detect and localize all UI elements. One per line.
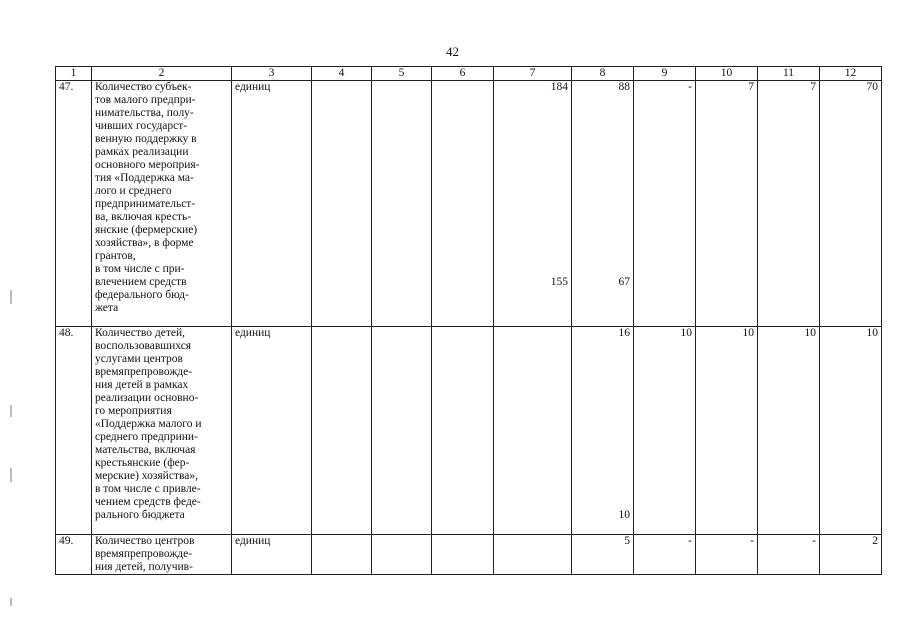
value-cell-12: 2 [820, 535, 882, 575]
indicator-name-line: го мероприятия [95, 405, 172, 417]
value-cell-9: 10 [634, 327, 696, 535]
value-cell-4 [312, 81, 372, 327]
value-cell-6 [432, 535, 494, 575]
indicator-name-line: янские (фермерские) [95, 224, 198, 236]
column-header: 2 [92, 67, 232, 81]
value-cell-4 [312, 327, 372, 535]
column-header: 9 [634, 67, 696, 81]
indicator-name-line: Количество центров [95, 535, 195, 547]
indicator-name-line: услугами центров [95, 353, 183, 365]
value-sub: 67 [618, 276, 630, 288]
value-cell-6 [432, 327, 494, 535]
unit-cell: единиц [232, 327, 312, 535]
indicator-name-line: венную поддержку в [95, 133, 197, 145]
spacer [497, 94, 568, 276]
indicator-name-line: грантов, [95, 250, 136, 262]
indicator-name-line: нимательства, полу- [95, 107, 194, 119]
indicator-name-line: Количество детей, [95, 327, 185, 339]
value-cell-11: - [758, 535, 820, 575]
spacer [575, 94, 630, 276]
value-cell-4 [312, 535, 372, 575]
column-header: 3 [232, 67, 312, 81]
indicator-name-line: среднего предприни- [95, 431, 198, 443]
column-header: 1 [56, 67, 92, 81]
indicator-name-line: основного мероприя- [95, 159, 200, 171]
indicator-name-line: тия «Поддержка ма- [95, 172, 194, 184]
column-header: 11 [758, 67, 820, 81]
value-cell-10: - [696, 535, 758, 575]
unit-cell: единиц [232, 535, 312, 575]
unit-cell: единиц [232, 81, 312, 327]
column-header: 4 [312, 67, 372, 81]
indicator-name-line: времяпрепровожде- [95, 366, 193, 378]
value-cell-8: 5 [572, 535, 634, 575]
indicator-name-line: рального бюджета [95, 509, 185, 521]
row-number: 49. [56, 535, 92, 575]
value-sub: 10 [618, 509, 630, 521]
value-cell-8 [572, 81, 634, 327]
value: 16 [618, 327, 630, 339]
indicator-subname-line: федерального бюд- [95, 289, 189, 301]
value-cell-6 [432, 81, 494, 327]
indicator-name-line: крестьянские (фер- [95, 457, 190, 469]
indicator-name-line: в том числе с привле- [95, 483, 201, 495]
spacer [575, 340, 630, 509]
indicator-subname-line: жета [95, 302, 119, 314]
indicator-name-line: предпринимательст- [95, 198, 196, 210]
value-cell-10: 7 [696, 81, 758, 327]
value-cell-12: 70 [820, 81, 882, 327]
column-header: 10 [696, 67, 758, 81]
indicator-name-line: тов малого предпри- [95, 94, 196, 106]
value-cell-5 [372, 535, 432, 575]
column-header: 12 [820, 67, 882, 81]
indicator-name-line: мательства, включая [95, 444, 196, 456]
header-row [56, 67, 882, 81]
indicator-name [92, 81, 232, 327]
value-cell-5 [372, 81, 432, 327]
value-cell-7 [494, 327, 572, 535]
indicator-name [92, 535, 232, 575]
value-cell-7 [494, 535, 572, 575]
table-row-48 [56, 327, 882, 535]
value-cell-10: 10 [696, 327, 758, 535]
indicator-name-line: ния детей, получив- [95, 561, 193, 573]
table-row-49 [56, 535, 882, 575]
value-cell-9: - [634, 81, 696, 327]
indicator-name-line: хозяйства», в форме [95, 237, 194, 249]
value-cell-5 [372, 327, 432, 535]
scan-margin-mark [10, 290, 12, 304]
scan-margin-mark [10, 598, 12, 606]
value-sub: 155 [550, 276, 568, 288]
value-cell-7 [494, 81, 572, 327]
row-number: 48. [56, 327, 92, 535]
indicators-table [55, 66, 882, 575]
table-row-47 [56, 81, 882, 327]
value-cell-9: - [634, 535, 696, 575]
value: 184 [550, 81, 568, 93]
indicator-name-line: ния детей в рамках [95, 379, 189, 391]
scan-margin-mark [10, 405, 12, 417]
indicator-name-line: воспользовавшихся [95, 340, 192, 352]
value-cell-12: 10 [820, 327, 882, 535]
indicator-name-line: чением средств феде- [95, 496, 201, 508]
indicator-subname-line: влечением средств [95, 276, 187, 288]
indicator-name-line: реализации основно- [95, 392, 199, 404]
row-number: 47. [56, 81, 92, 327]
value-cell-11: 10 [758, 327, 820, 535]
indicator-name-line: ва, включая кресть- [95, 211, 192, 223]
indicator-name [92, 327, 232, 535]
value: 88 [618, 81, 630, 93]
indicator-name-line: лого и среднего [95, 185, 172, 197]
indicator-name-line: чивших государст- [95, 120, 188, 132]
indicator-name-line: рамках реализации [95, 146, 189, 158]
page-number: 42 [446, 44, 459, 59]
column-header: 7 [494, 67, 572, 81]
scan-margin-mark [10, 468, 12, 482]
value-cell-8 [572, 327, 634, 535]
indicator-subname-line: в том числе с при- [95, 263, 185, 275]
value-cell-11: 7 [758, 81, 820, 327]
column-header: 6 [432, 67, 494, 81]
indicator-name-line: «Поддержка малого и [95, 418, 202, 430]
indicator-name-line: времяпрепровожде- [95, 548, 193, 560]
indicator-name-line: Количество субъек- [95, 81, 192, 93]
column-header: 5 [372, 67, 432, 81]
column-header: 8 [572, 67, 634, 81]
indicator-name-line: мерские) хозяйства», [95, 470, 198, 482]
